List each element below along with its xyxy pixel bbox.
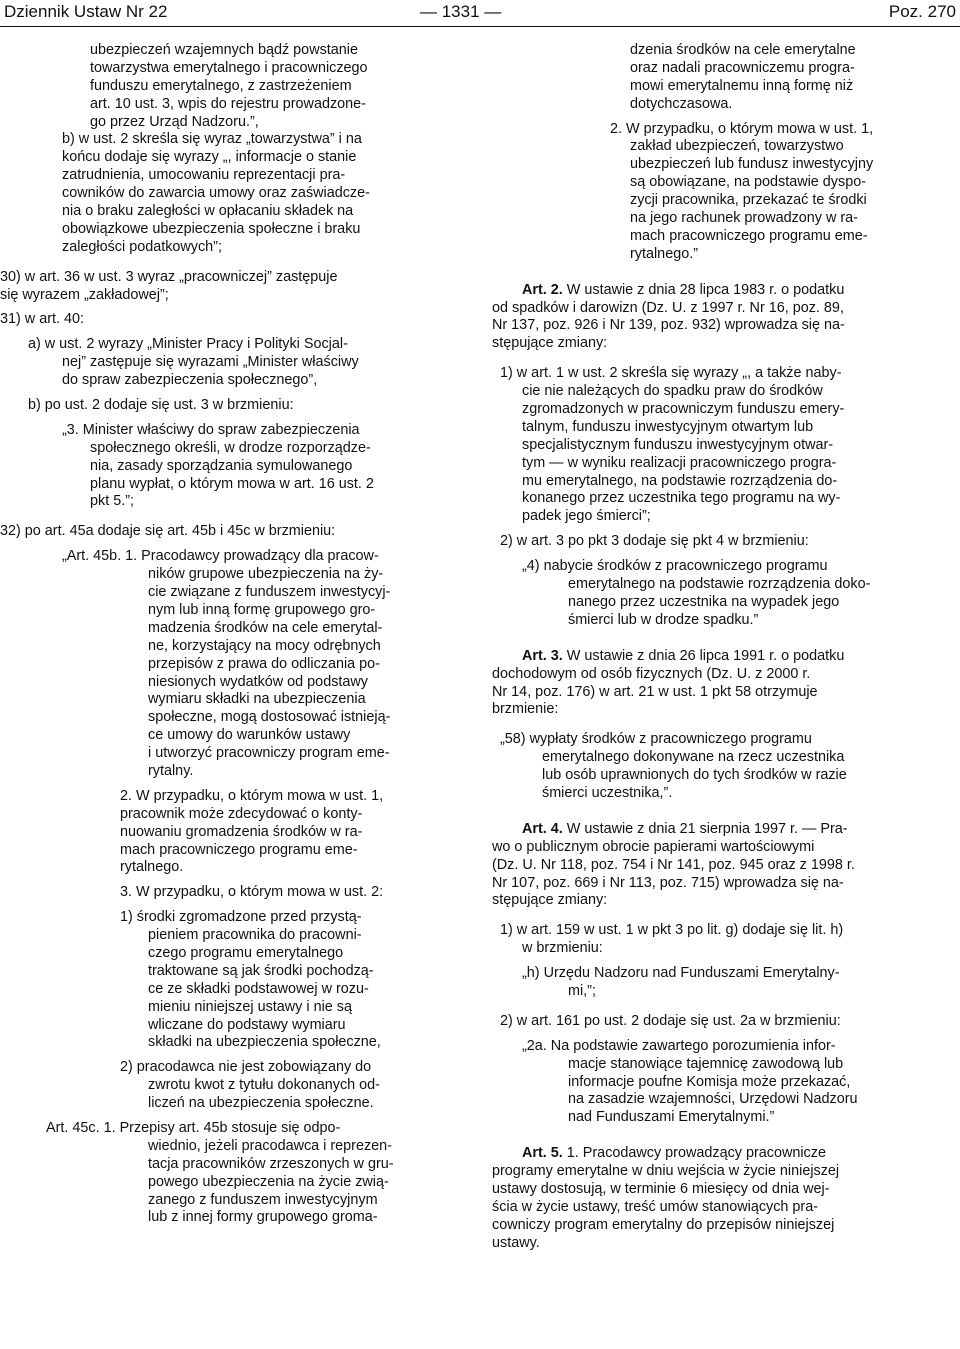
text-line: 31) w art. 40:: [0, 311, 84, 328]
paragraph-gap: [492, 630, 956, 648]
text-line: zycji pracownika, przekazać te środki: [630, 192, 867, 209]
text-line: społeczne, mogą dostosować istnieją-: [148, 709, 391, 726]
text-line: stępujące zmiany:: [492, 335, 608, 352]
text-line: śmierci uczestnika,”.: [542, 784, 673, 801]
paragraph-gap: [492, 1001, 956, 1013]
text-line: od spadków i darowizn (Dz. U. z 1997 r. Nr 16, poz. 89,: [492, 299, 844, 316]
position-number: Poz. 270: [888, 2, 956, 21]
text-line: specjalistycznym funduszu inwestycyjnym otwar-: [522, 436, 834, 453]
text-line: nej” zastępuje się wyrazami „Minister właściwy: [62, 354, 359, 371]
paragraph-gap: [492, 1031, 956, 1038]
paragraph-gap: [62, 329, 474, 336]
text-line: rytalny.: [148, 762, 194, 779]
text-line: zakład ubezpieczeń, towarzystwo: [630, 138, 844, 155]
text-line: nad Funduszami Emerytalnymi.”: [568, 1109, 775, 1126]
text-line: obowiązkowe ubezpieczenia społeczne i braku: [62, 220, 361, 237]
paragraph-gap: [492, 264, 956, 282]
text-line: cowników do zawarcia umowy oraz zaświadcze-: [62, 185, 370, 202]
paragraph-gap: [492, 353, 956, 365]
text-line: 2. W przypadku, o którym mowa w ust. 1,: [120, 787, 384, 804]
text-line: wiednio, jeżeli pracodawca i reprezen-: [148, 1137, 392, 1154]
paragraph-gap: [492, 526, 956, 533]
text-line: liczeń na ubezpieczenia społeczne.: [148, 1095, 374, 1112]
article-number: Art. 2.: [522, 281, 563, 298]
text-line: informacje poufne Komisja może przekazać,: [568, 1073, 851, 1090]
paragraph-gap: [492, 551, 956, 558]
text-line: są obowiązane, na podstawie dyspo-: [630, 174, 866, 191]
right-column: [492, 42, 956, 1253]
text-line: Nr 14, poz. 176) w art. 21 w ust. 1 pkt 58 otrzymuje: [492, 683, 818, 700]
text-line: b) po ust. 2 dodaje się ust. 3 w brzmieniu:: [28, 397, 294, 414]
text-line: talnym, funduszu inwestycyjnym otwartym lub: [522, 418, 814, 435]
text-line: lub osób uprawnionych do tych środków w razie: [542, 767, 847, 784]
paragraph-gap: [62, 877, 474, 884]
text-line: ne, korzystający na mocy odrębnych: [148, 637, 381, 654]
text-line: towarzystwa emerytalnego i pracowniczego: [90, 59, 368, 76]
text-line: emerytalnego na podstawie rozrządzenia doko-: [568, 576, 871, 593]
paragraph-gap: [62, 1052, 474, 1059]
text-line: ce ze składki podstawowej w rozu-: [148, 980, 369, 997]
text-line: wo o publicznym obrocie papierami wartościowymi: [492, 838, 815, 855]
text-line: nuowaniu gromadzenia środków w ra-: [120, 823, 363, 840]
text-line: rytalnego.: [120, 859, 184, 876]
text-line: planu wypłat, o którym mowa w art. 16 ust. 2: [90, 475, 374, 492]
text-line: wliczane do podstawy wymiaru: [148, 1016, 346, 1033]
text-line: wymiaru składki na ubezpieczenia: [148, 691, 366, 708]
text-line: Art. 3. W ustawie z dnia 26 lipca 1991 r. o podatku: [522, 647, 845, 664]
text-line: Nr 107, poz. 669 i Nr 113, poz. 715) wprowadza się na-: [492, 874, 844, 891]
text-line: macje stanowiące tajemnicę zawodową lub: [568, 1055, 844, 1072]
text-line: madzenia środków na cele emerytal-: [148, 619, 383, 636]
paragraph-gap: [492, 1127, 956, 1145]
text-line: tym — w wyniku realizacji pracowniczego progra-: [522, 454, 837, 471]
text-line: programy emerytalne w dniu wejścia w życie niniejszej: [492, 1163, 840, 1180]
article-number: Art. 5.: [522, 1145, 563, 1162]
text-line: Nr 137, poz. 926 i Nr 139, poz. 932) wprowadza się na-: [492, 317, 845, 334]
page-number: — 1331 —: [420, 2, 502, 21]
text-line: pieniem pracownika do pracowni-: [148, 927, 362, 944]
text-line: nia, zasady sporządzania symulowanego: [90, 457, 353, 474]
text-line: 30) w art. 36 w ust. 3 wyraz „pracowniczej” zastępuje: [0, 268, 338, 285]
text-line: pkt 5.”;: [90, 493, 134, 510]
text-line: b) w ust. 2 skreśla się wyraz „towarzystwa” i na: [62, 131, 362, 148]
text-line: mach pracowniczego programu eme-: [630, 227, 868, 244]
text-line: mowi emerytalnemu inną formę niż: [630, 77, 854, 94]
paragraph-gap: [62, 1113, 474, 1120]
text-line: mieniu niniejszej ustawy i nie są: [148, 998, 352, 1015]
text-line: funduszu emerytalnego, z zastrzeżeniem: [90, 77, 352, 94]
text-line: „Art. 45b. 1. Pracodawcy prowadzący dla pracow-: [62, 548, 379, 565]
text-line: czego programu emerytalnego: [148, 944, 344, 961]
text-line: 3. W przypadku, o którym mowa w ust. 2:: [120, 884, 384, 901]
text-line: 32) po art. 45a dodaje się art. 45b i 45c w brzmieniu:: [0, 523, 336, 540]
text-line: „2a. Na podstawie zawartego porozumienia infor-: [522, 1037, 836, 1054]
text-line: ubezpieczeń wzajemnych bądź powstanie: [90, 42, 358, 58]
text-line: do spraw zabezpieczenia społecznego”,: [62, 372, 318, 389]
text-line: i utworzyć pracowniczy program eme-: [148, 745, 390, 762]
text-line: ustawy dostosują, w terminie 6 miesięcy od dnia wej-: [492, 1180, 830, 1197]
paragraph-gap: [62, 541, 474, 548]
text-line: traktowane są jak środki pochodzą-: [148, 962, 374, 979]
text-line: przepisów z prawa do odliczania po-: [148, 655, 380, 672]
text-line: 2) w art. 3 po pkt 3 dodaje się pkt 4 w brzmieniu:: [500, 533, 809, 550]
paragraph-gap: [492, 910, 956, 922]
left-column: [0, 42, 474, 1227]
text-line: zwrotu kwot z tytułu dokonanych od-: [148, 1077, 380, 1094]
text-line: końcu dodaje się wyrazy „, informacje o stanie: [62, 149, 357, 166]
text-line: 2. W przypadku, o którym mowa w ust. 1,: [610, 120, 874, 137]
text-line: powego ubezpieczenia na życie zwią-: [148, 1173, 389, 1190]
text-line: „3. Minister właściwy do spraw zabezpieczenia: [62, 421, 360, 438]
text-line: konanego przez uczestnika tego programu na wy-: [522, 490, 841, 507]
text-line: nia o braku zaległości w opłacaniu składek na: [62, 203, 354, 220]
text-line: nym lub inną formę grupowego gro-: [148, 601, 376, 618]
text-line: dochodowym od osób fizycznych (Dz. U. z 2000 r.: [492, 665, 811, 682]
text-line: pracownik może zdecydować o konty-: [120, 805, 363, 822]
journal-title: Dziennik Ustaw Nr 22: [4, 2, 168, 21]
text-line: zanego z funduszem inwestycyjnym: [148, 1191, 378, 1208]
text-line: a) w ust. 2 wyrazy „Minister Pracy i Polityki Socjal-: [28, 336, 348, 353]
text-line: zgromadzonych w pracowniczym funduszu emery-: [522, 401, 845, 418]
text-line: cie związane z funduszem inwestycyj-: [148, 584, 391, 601]
paragraph-gap: [62, 390, 474, 397]
page-header: [0, 0, 960, 26]
text-line: składki na ubezpieczenia społeczne,: [148, 1034, 381, 1051]
text-line: (Dz. U. Nr 118, poz. 754 i Nr 141, poz. 945 oraz z 1998 r.: [492, 856, 855, 873]
text-line: zatrudnienia, umocowaniu reprezentacji pra-: [62, 167, 346, 184]
text-line: ubezpieczeń lub fundusz inwestycyjny: [630, 156, 874, 173]
text-line: się wyrazem „zakładowej”;: [0, 286, 169, 303]
text-line: art. 10 ust. 3, wpis do rejestru prowadzone-: [90, 95, 366, 112]
text-line: nanego przez uczestnika na wypadek jego: [568, 593, 840, 610]
text-line: „4) nabycie środków z pracowniczego programu: [522, 558, 828, 575]
text-line: padek jego śmierci”;: [522, 508, 651, 525]
text-line: 2) w art. 161 po ust. 2 dodaje się ust. 2a w brzmieniu:: [500, 1012, 841, 1029]
text-line: zaległości podatkowych”;: [62, 238, 222, 255]
paragraph-gap: [62, 257, 474, 269]
text-line: śmierci lub w drodze spadku.”: [568, 611, 759, 628]
text-line: dzenia środków na cele emerytalne: [630, 42, 856, 58]
text-line: rytalnego.”: [630, 245, 698, 262]
paragraph-gap: [492, 958, 956, 965]
text-line: dotychczasowa.: [630, 95, 733, 112]
text-line: na jego rachunek prowadzony w ra-: [630, 210, 858, 227]
paragraph-gap: [62, 304, 474, 311]
text-line: emerytalnego dokonywane na rzecz uczestnika: [542, 749, 845, 766]
text-line: mu emerytalnego, na podstawie rozrządzenia do-: [522, 472, 838, 489]
text-line: cie nie należących do spadku praw do środków: [522, 383, 823, 400]
text-line: tacja pracowników zrzeszonych w gru-: [148, 1155, 394, 1172]
article-number: Art. 3.: [522, 647, 563, 664]
text-line: społecznego określi, w drodze rozporządze-: [90, 439, 371, 456]
text-line: go przez Urząd Nadzoru.”,: [90, 113, 259, 130]
text-line: ścia w życie ustawy, treść umów stanowiących pra-: [492, 1198, 819, 1215]
text-line: ustawy.: [492, 1234, 540, 1251]
text-line: lub z innej formy grupowego groma-: [148, 1209, 378, 1226]
header-divider: [0, 26, 960, 27]
article-number: Art. 4.: [522, 820, 563, 837]
text-line: 1) w art. 159 w ust. 1 w pkt 3 po lit. g) dodaje się lit. h): [500, 922, 844, 939]
paragraph-gap: [62, 781, 474, 788]
paragraph-gap: [492, 719, 956, 731]
text-line: 2) pracodawca nie jest zobowiązany do: [120, 1059, 372, 1076]
text-line: stępujące zmiany:: [492, 892, 608, 909]
text-line: oraz nadali pracowniczemu progra-: [630, 59, 855, 76]
paragraph-gap: [62, 415, 474, 422]
text-line: 1) w art. 1 w ust. 2 skreśla się wyrazy „, a także naby-: [500, 365, 842, 382]
paragraph-gap: [62, 902, 474, 909]
text-line: Art. 4. W ustawie z dnia 21 sierpnia 1997 r. — Pra-: [522, 820, 848, 837]
paragraph-gap: [492, 114, 956, 121]
text-line: „h) Urzędu Nadzoru nad Funduszami Emerytalny-: [522, 965, 840, 982]
text-line: Art. 5. 1. Pracodawcy prowadzący pracownicze: [522, 1145, 826, 1162]
text-line: ce umowy do warunków ustawy: [148, 727, 351, 744]
paragraph-gap: [62, 511, 474, 523]
text-line: mach pracowniczego programu eme-: [120, 841, 358, 858]
text-line: ników grupowe ubezpieczenia na ży-: [148, 566, 384, 583]
text-line: „58) wypłaty środków z pracowniczego programu: [500, 731, 812, 748]
text-line: brzmienie:: [492, 701, 559, 718]
paragraph-gap: [492, 803, 956, 821]
text-line: cowniczy program emerytalny do przepisów niniejszej: [492, 1216, 835, 1233]
text-line: na zasadzie wzajemności, Urzędowi Nadzoru: [568, 1091, 858, 1108]
text-line: Art. 45c. 1. Przepisy art. 45b stosuje się odpo-: [46, 1119, 341, 1136]
text-line: 1) środki zgromadzone przed przystą-: [120, 909, 362, 926]
text-line: w brzmieniu:: [522, 940, 603, 957]
text-line: niesionych wydatków od podstawy: [148, 673, 368, 690]
text-line: Art. 2. W ustawie z dnia 28 lipca 1983 r. o podatku: [522, 281, 845, 298]
text-line: mi,”;: [568, 982, 596, 999]
